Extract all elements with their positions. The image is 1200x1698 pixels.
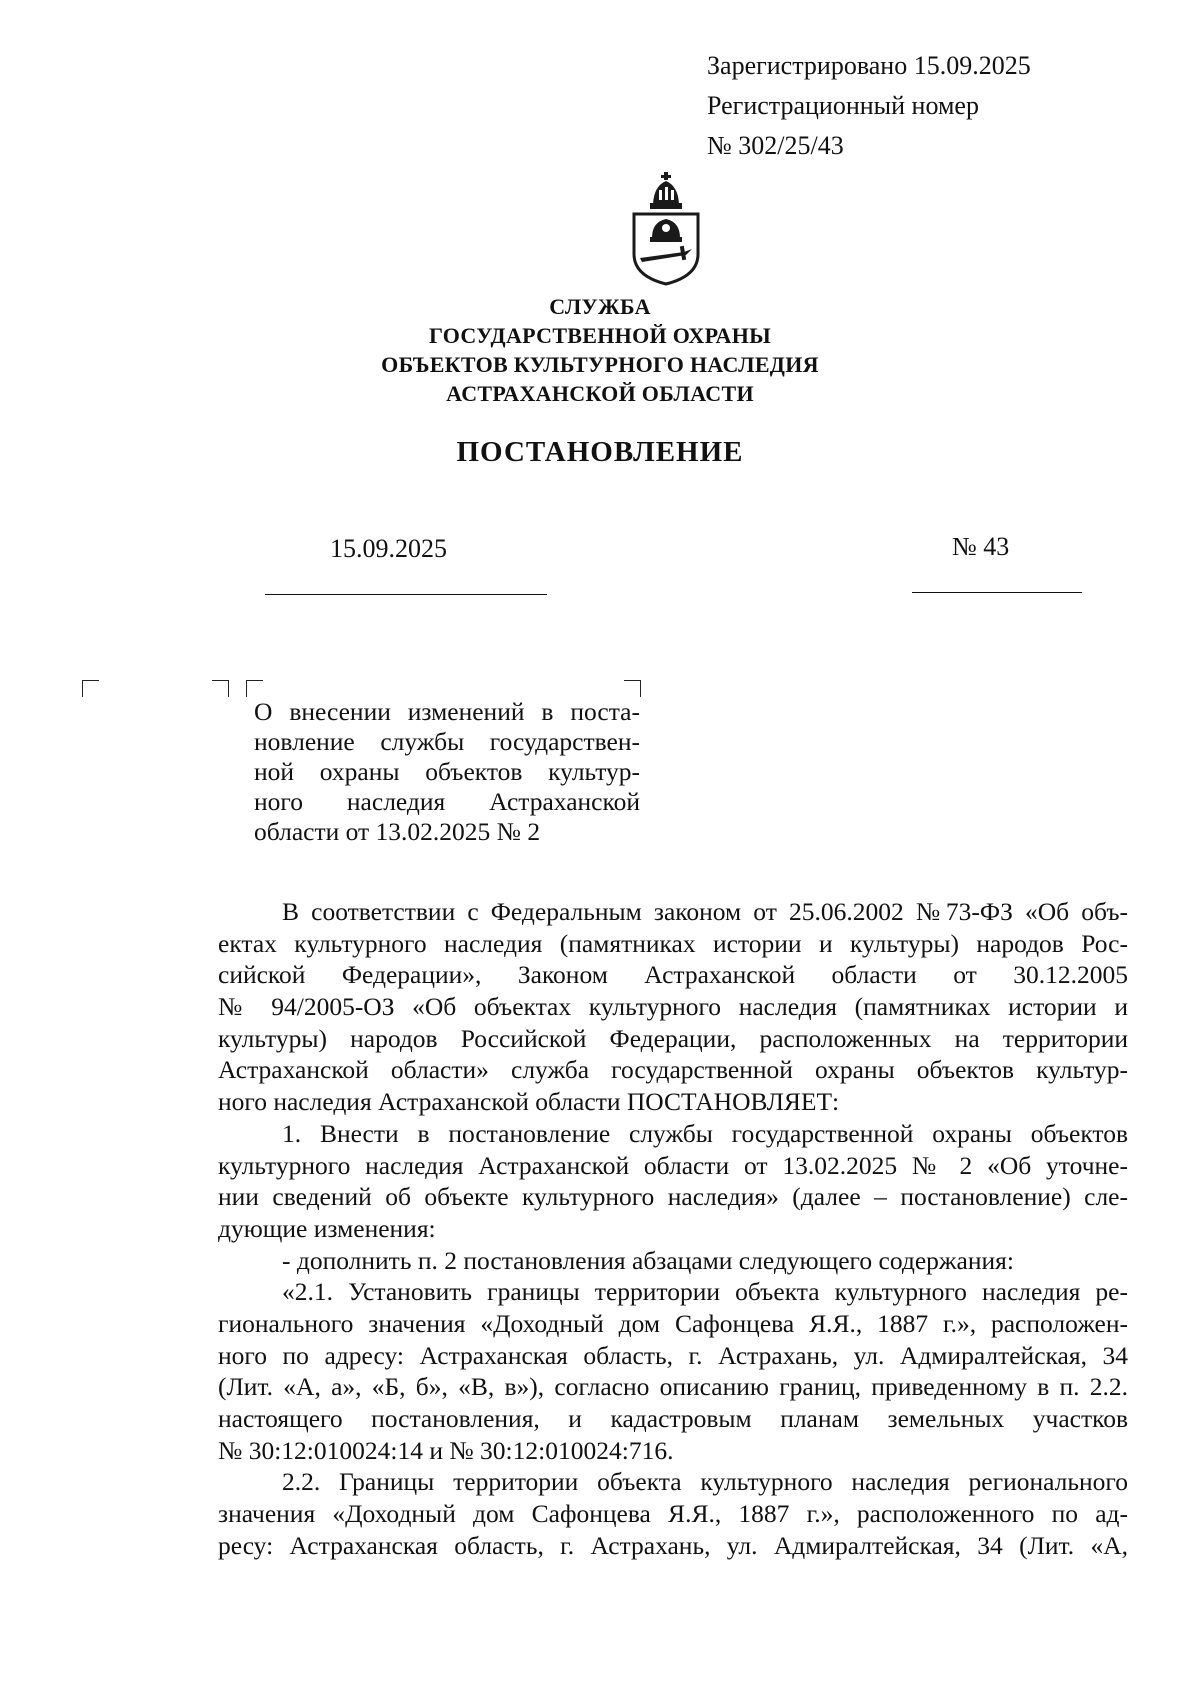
corner-mark-top-right <box>212 680 229 697</box>
body-line: ного наследия Астраханской области ПОСТАНОВЛЯЕТ: <box>218 1087 840 1117</box>
organization-line-3: ОБЪЕКТОВ КУЛЬТУРНОГО НАСЛЕДИЯ <box>381 352 819 377</box>
subject-corner-left <box>246 680 263 697</box>
subject-corner-right <box>624 680 641 697</box>
body-line: 2.2. Границы территории объекта культурного наследия регионального <box>282 1467 1128 1497</box>
subject-line: О внесении изменений в поста- <box>254 697 640 726</box>
organization-name <box>0 292 1200 408</box>
body-line: № 94/2005-ОЗ «Об объектах культурного наследия (памятниках истории и <box>218 992 1128 1022</box>
body-line: «2.1. Установить границы территории объекта культурного наследия ре- <box>282 1277 1128 1307</box>
body-line: ресу: Астраханская область, г. Астрахань, ул. Адмиралтейская, 34 (Лит. «А, <box>218 1530 1128 1560</box>
body-line: № 30:12:010024:14 и № 30:12:010024:716. <box>218 1435 674 1465</box>
coat-of-arms-icon <box>626 172 706 287</box>
body-line: ектах культурного наследия (памятниках истории и культуры) народов Рос- <box>218 928 1128 958</box>
subject-line: области от 13.02.2025 № 2 <box>254 817 541 846</box>
body-line: значения «Доходный дом Сафонцева Я.Я., 1887 г.», расположенного по ад- <box>218 1499 1128 1529</box>
document-body <box>218 896 1128 1561</box>
date-underline <box>265 594 547 595</box>
body-line: дующие изменения: <box>218 1213 436 1243</box>
subject-line: ного наследия Астраханской <box>254 787 640 816</box>
document-number: № 43 <box>952 532 1010 561</box>
body-line: - дополнить п. 2 постановления абзацами следующего содержания: <box>282 1245 1014 1275</box>
number-underline <box>912 592 1082 593</box>
organization-line-4: АСТРАХАНСКОЙ ОБЛАСТИ <box>446 381 754 406</box>
document-date: 15.09.2025 <box>330 534 447 563</box>
document-subject <box>254 697 640 847</box>
body-line: ного по адресу: Астраханская область, г. Астрахань, ул. Адмиралтейская, 34 <box>218 1340 1128 1370</box>
document-type-title: ПОСТАНОВЛЕНИЕ <box>456 436 744 468</box>
body-line: В соответствии с Федеральным законом от 25.06.2002 №73-ФЗ «Об объ- <box>282 897 1128 926</box>
body-line: культуры) народов Российской Федерации, расположенных на территории <box>218 1023 1128 1053</box>
registration-stamp <box>707 46 1031 166</box>
subject-line: новление службы государствен- <box>254 727 640 756</box>
registration-number-label: Регистрационный номер <box>707 91 979 120</box>
body-line: гионального значения «Доходный дом Сафонцева Я.Я., 1887 г.», расположен- <box>218 1308 1128 1338</box>
body-line: настоящего постановления, и кадастровым планам земельных участков <box>218 1404 1128 1433</box>
body-line: нии сведений об объекте культурного наследия» (далее – постановление) сле- <box>218 1182 1128 1212</box>
body-line: Астраханской области» служба государственной охраны объектов культур- <box>218 1055 1128 1085</box>
registration-number: № 302/25/43 <box>707 131 844 160</box>
body-line: (Лит. «А, а», «Б, б», «В, в»), согласно описанию границ, приведенному в п. 2.2. <box>218 1372 1128 1402</box>
corner-mark-top-left <box>82 680 99 697</box>
body-line: сийской Федерации», Законом Астраханской области от 30.12.2005 <box>218 960 1128 990</box>
organization-line-1: СЛУЖБА <box>549 294 651 319</box>
body-line: 1. Внести в постановление службы государственной охраны объектов <box>282 1118 1128 1148</box>
organization-line-2: ГОСУДАРСТВЕННОЙ ОХРАНЫ <box>428 323 772 348</box>
subject-line: ной охраны объектов культур- <box>254 757 640 786</box>
registration-date: Зарегистрировано 15.09.2025 <box>707 51 1031 80</box>
body-line: культурного наследия Астраханской области от 13.02.2025 № 2 «Об уточне- <box>218 1150 1128 1180</box>
